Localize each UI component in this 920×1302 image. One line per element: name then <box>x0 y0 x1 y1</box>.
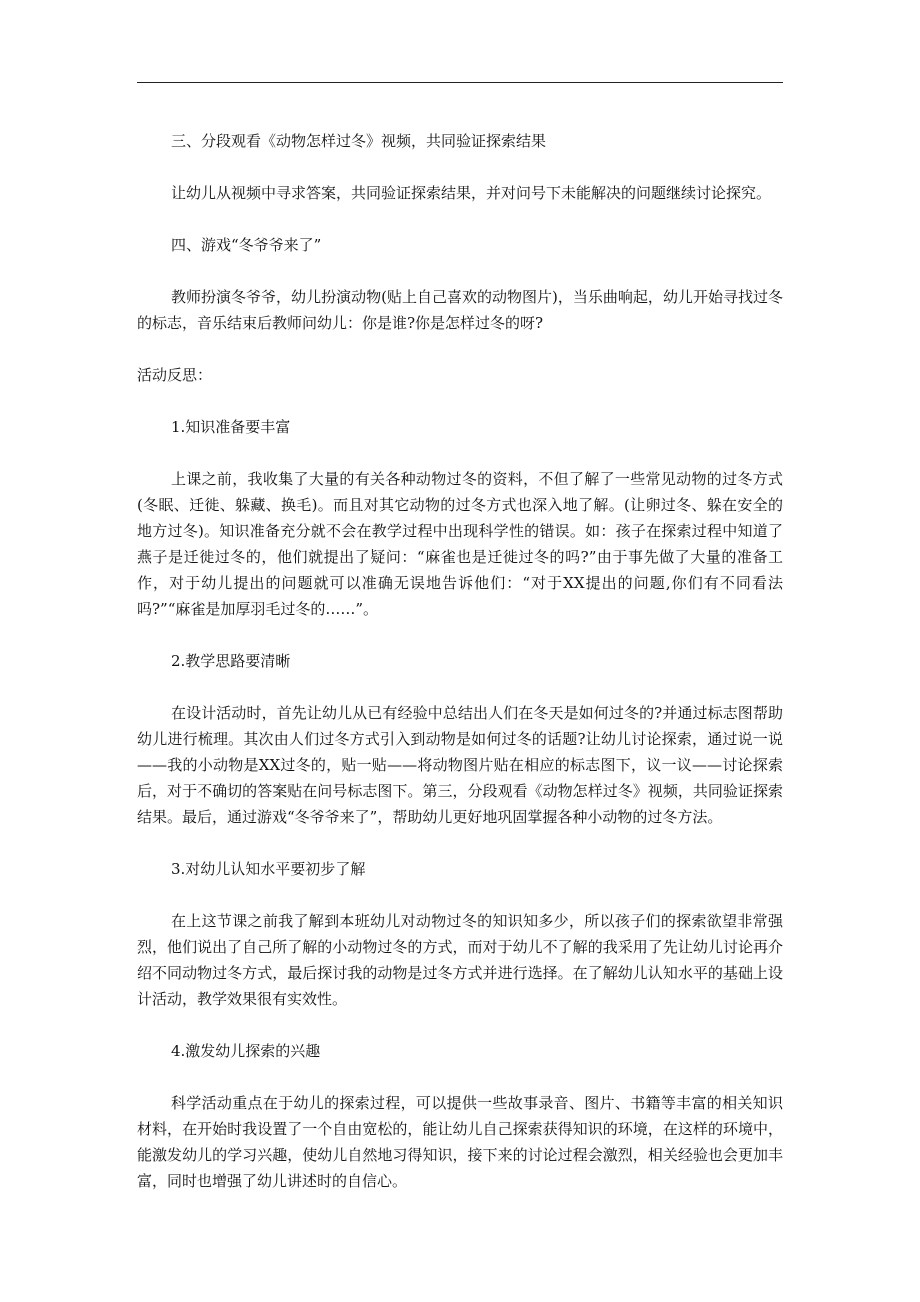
section-paragraph-3: 让幼儿从视频中寻求答案，共同验证探索结果，并对问号下未能解决的问题继续讨论探究。 <box>171 184 772 202</box>
reflection-title: 活动反思： <box>137 366 213 384</box>
reflection-heading-3: 3.对幼儿认知水平要初步了解 <box>171 860 366 878</box>
reflection-heading-4: 4.激发幼儿探索的兴趣 <box>171 1042 321 1060</box>
reflection-paragraph-3: 在上这节课之前我了解到本班幼儿对动物过冬的知识知多少，所以孩子们的探索欲望非常强烈，他们说出了自己所了解的小动物过冬的方式，而对于幼儿不了解的我采用了先让幼儿讨论再介绍不同动物过冬方式，最后探讨我的动物是过冬方式并进行选择。在了解幼儿认知水平的基础上设计活动，教学效果很有实效性。 <box>137 912 783 1008</box>
reflection-heading-1: 1.知识准备要丰富 <box>171 418 291 436</box>
header-rule <box>137 82 783 83</box>
reflection-paragraph-2: 在设计活动时，首先让幼儿从已有经验中总结出人们在冬天是如何过冬的?并通过标志图帮助幼儿进行梳理。其次由人们过冬方式引入到动物是如何过冬的话题?让幼儿讨论探索，通过说一说——我的小动物是XX过冬的，贴一贴——将动物图片贴在相应的标志图下，议一议——讨论探索后，对于不确切的答案贴在问号标志图下。第三，分段观看《动物怎样过冬》视频，共同验证探索结果。最后，通过游戏“冬爷爷来了”，帮助幼儿更好地巩固掌握各种小动物的过冬方法。 <box>137 704 783 826</box>
section-heading-4: 四、游戏“冬爷爷来了” <box>171 236 322 254</box>
section-paragraph-4: 教师扮演冬爷爷，幼儿扮演动物(贴上自己喜欢的动物图片)，当乐曲响起，幼儿开始寻找过冬的标志，音乐结束后教师问幼儿：你是谁?你是怎样过冬的呀? <box>137 288 783 332</box>
reflection-paragraph-1: 上课之前，我收集了大量的有关各种动物过冬的资料，不但了解了一些常见动物的过冬方式(冬眠、迁徙、躲藏、换毛)。而且对其它动物的过冬方式也深入地了解。(让卵过冬、躲在安全的地方过冬)。知识准备充分就不会在教学过程中出现科学性的错误。如：孩子在探索过程中知道了燕子是迁徙过冬的，他们就提出了疑问：“麻雀也是迁徙过冬的吗?”由于事先做了大量的准备工作，对于幼儿提出的问题就可以准确无误地告诉他们：“对于XX提出的问题,你们有不同看法吗?”“麻雀是加厚羽毛过冬的……”。 <box>137 470 783 618</box>
document-body <box>137 128 783 1194</box>
section-heading-3: 三、分段观看《动物怎样过冬》视频，共同验证探索结果 <box>171 132 547 150</box>
reflection-paragraph-4: 科学活动重点在于幼儿的探索过程，可以提供一些故事录音、图片、书籍等丰富的相关知识材料，在开始时我设置了一个自由宽松的，能让幼儿自己探索获得知识的环境，在这样的环境中，能激发幼儿的学习兴趣，使幼儿自然地习得知识，接下来的讨论过程会激烈，相关经验也会更加丰富，同时也增强了幼儿讲述时的自信心。 <box>137 1094 783 1190</box>
reflection-heading-2: 2.教学思路要清晰 <box>171 652 291 670</box>
